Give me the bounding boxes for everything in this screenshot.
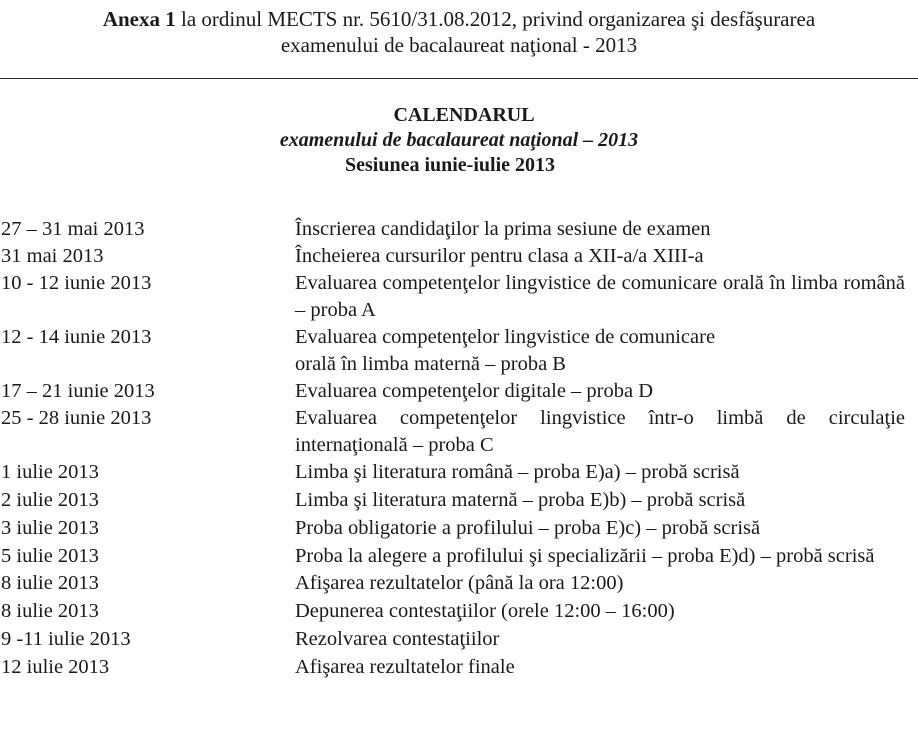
schedule-row <box>0 543 918 570</box>
schedule-event: Evaluarea competenţelor digitale – proba D <box>295 380 654 402</box>
schedule-event: Afişarea rezultatelor finale <box>295 656 515 678</box>
schedule-event: Încheierea cursurilor pentru clasa a XII-a/a XIII-a <box>295 245 704 267</box>
schedule-date: 12 iulie 2013 <box>1 656 110 678</box>
schedule-row <box>0 216 918 243</box>
calendar-title: CALENDARUL <box>393 104 535 126</box>
schedule-date: 8 iulie 2013 <box>1 600 99 622</box>
annex-line-1 <box>0 6 918 32</box>
schedule-date: 27 – 31 mai 2013 <box>1 218 145 240</box>
schedule-event: Evaluarea competenţelor lingvistice de comunicare orală în limba română – proba A <box>295 272 905 321</box>
annex-order-text: la ordinul MECTS nr. 5610/31.08.2012, privind organizarea şi desfăşurarea <box>175 7 816 31</box>
schedule-event-line-2: orală în limba maternă – proba B <box>295 353 566 375</box>
schedule-row <box>0 243 918 270</box>
annex-header <box>0 6 918 58</box>
session-title: Sesiunea iunie-iulie 2013 <box>344 154 556 176</box>
schedule-date: 2 iulie 2013 <box>1 489 99 511</box>
schedule-date: 5 iulie 2013 <box>1 545 99 567</box>
schedule-row <box>0 324 918 378</box>
calendar-subtitle: examenului de bacalaureat naţional – 2013 <box>279 129 639 151</box>
schedule-event: Afişarea rezultatelor (până la ora 12:00) <box>295 572 624 594</box>
schedule-date: 1 iulie 2013 <box>1 461 99 483</box>
schedule-event: Proba la alegere a profilului şi specializării – proba E)d) – probă scrisă <box>295 545 875 567</box>
schedule-row <box>0 654 918 681</box>
schedule-date: 10 - 12 iunie 2013 <box>1 272 152 294</box>
schedule-event <box>295 324 905 378</box>
schedule-event: Depunerea contestaţiilor (orele 12:00 – 16:00) <box>295 600 675 622</box>
header-divider <box>0 78 918 79</box>
schedule-event: Limba şi literatura română – proba E)a) – probă scrisă <box>295 461 740 483</box>
schedule-row <box>0 598 918 625</box>
schedule-row <box>0 378 918 405</box>
schedule-date: 25 - 28 iunie 2013 <box>1 407 152 429</box>
annex-label: Anexa 1 <box>102 7 176 31</box>
schedule-date: 31 mai 2013 <box>1 245 104 267</box>
calendar-title-block <box>0 103 918 178</box>
schedule-date: 17 – 21 iunie 2013 <box>1 380 155 402</box>
schedule-date: 12 - 14 iunie 2013 <box>1 326 152 348</box>
schedule-row <box>0 459 918 486</box>
schedule-date: 3 iulie 2013 <box>1 517 99 539</box>
schedule-event: Evaluarea competenţelor lingvistice într-o limbă de circulaţie internaţională – proba C <box>295 407 905 456</box>
schedule-row <box>0 487 918 514</box>
schedule-row <box>0 570 918 597</box>
schedule-row <box>0 515 918 542</box>
schedule-row <box>0 270 918 324</box>
schedule-event: Limba şi literatura maternă – proba E)b) – probă scrisă <box>295 489 746 511</box>
schedule-date: 9 -11 iulie 2013 <box>1 628 131 650</box>
annex-line-2: examenului de bacalaureat naţional - 2013 <box>280 33 638 57</box>
schedule-list <box>0 216 918 682</box>
schedule-event-line-1: Evaluarea competenţelor lingvistice de comunicare <box>295 326 716 348</box>
schedule-row <box>0 405 918 459</box>
schedule-date: 8 iulie 2013 <box>1 572 99 594</box>
schedule-event: Înscrierea candidaţilor la prima sesiune de examen <box>295 218 711 240</box>
schedule-event: Proba obligatorie a profilului – proba E)c) – probă scrisă <box>295 517 761 539</box>
schedule-event: Rezolvarea contestaţiilor <box>295 628 500 650</box>
schedule-row <box>0 626 918 653</box>
